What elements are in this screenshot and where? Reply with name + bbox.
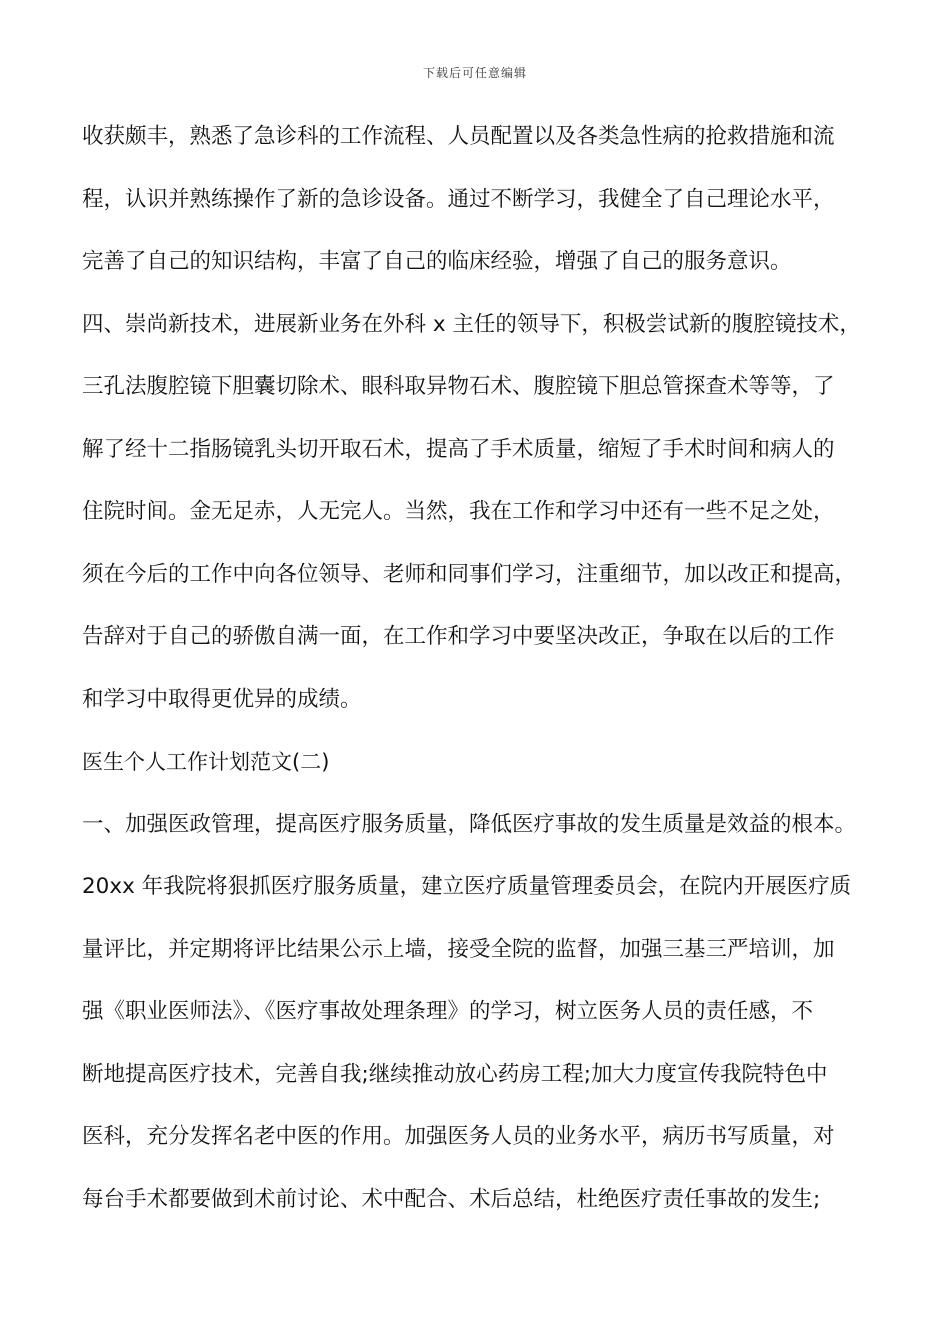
text-line: 量评比，并定期将评比结果公示上墙，接受全院的监督，加强三基三严培训，加: [82, 936, 835, 962]
text-line: 住院时间。金无足赤，人无完人。当然，我在工作和学习中还有一些不足之处，: [82, 499, 835, 524]
text-line: 完善了自己的知识结构，丰富了自己的临床经验，增强了自己的服务意识。: [82, 249, 792, 274]
text-line: 程，认识并熟练操作了新的急诊设备。通过不断学习，我健全了自己理论水平，: [82, 186, 835, 212]
text-line: 收获颇丰，熟悉了急诊科的工作流程、人员配置以及各类急性病的抢救措施和流: [82, 124, 835, 149]
text-line: 20xx 年我院将狠抓医疗服务质量，建立医疗质量管理委员会，在院内开展医疗质: [82, 874, 852, 899]
text-line: 和学习中取得更优异的成绩。: [82, 686, 362, 712]
page-header: 下载后可任意编辑: [422, 66, 527, 80]
text-line: 四、崇尚新技术，进展新业务在外科 x 主任的领导下，积极尝试新的腹腔镜技术，: [82, 311, 861, 337]
text-line: 一、加强医政管理，提高医疗服务质量，降低医疗事故的发生质量是效益的根本。: [82, 811, 857, 837]
document-body: [82, 112, 882, 1237]
text-line: 告辞对于自己的骄傲自满一面，在工作和学习中要坚决改正，争取在以后的工作: [82, 624, 835, 649]
text-line: 每台手术都要做到术前讨论、术中配合、术后总结，杜绝医疗责任事故的发生;: [82, 1186, 821, 1212]
text-line: 须在今后的工作中向各位领导、老师和同事们学习，注重细节，加以改正和提高，: [82, 561, 857, 587]
text-line: 医科，充分发挥名老中医的作用。加强医务人员的业务水平，病历书写质量，对: [82, 1124, 835, 1149]
section-heading: 医生个人工作计划范文(二): [82, 750, 330, 774]
text-line: 三孔法腹腔镜下胆囊切除术、眼科取异物石术、腹腔镜下胆总管探查术等等，了: [82, 374, 835, 399]
text-line: 强《职业医师法》、《医疗事故处理条理》的学习，树立医务人员的责任感，不: [82, 999, 814, 1024]
text-line: 解了经十二指肠镜乳头切开取石术，提高了手术质量，缩短了手术时间和病人的: [82, 436, 835, 462]
text-line: 断地提高医疗技术，完善自我;继续推动放心药房工程;加大力度宣传我院特色中: [82, 1061, 828, 1087]
